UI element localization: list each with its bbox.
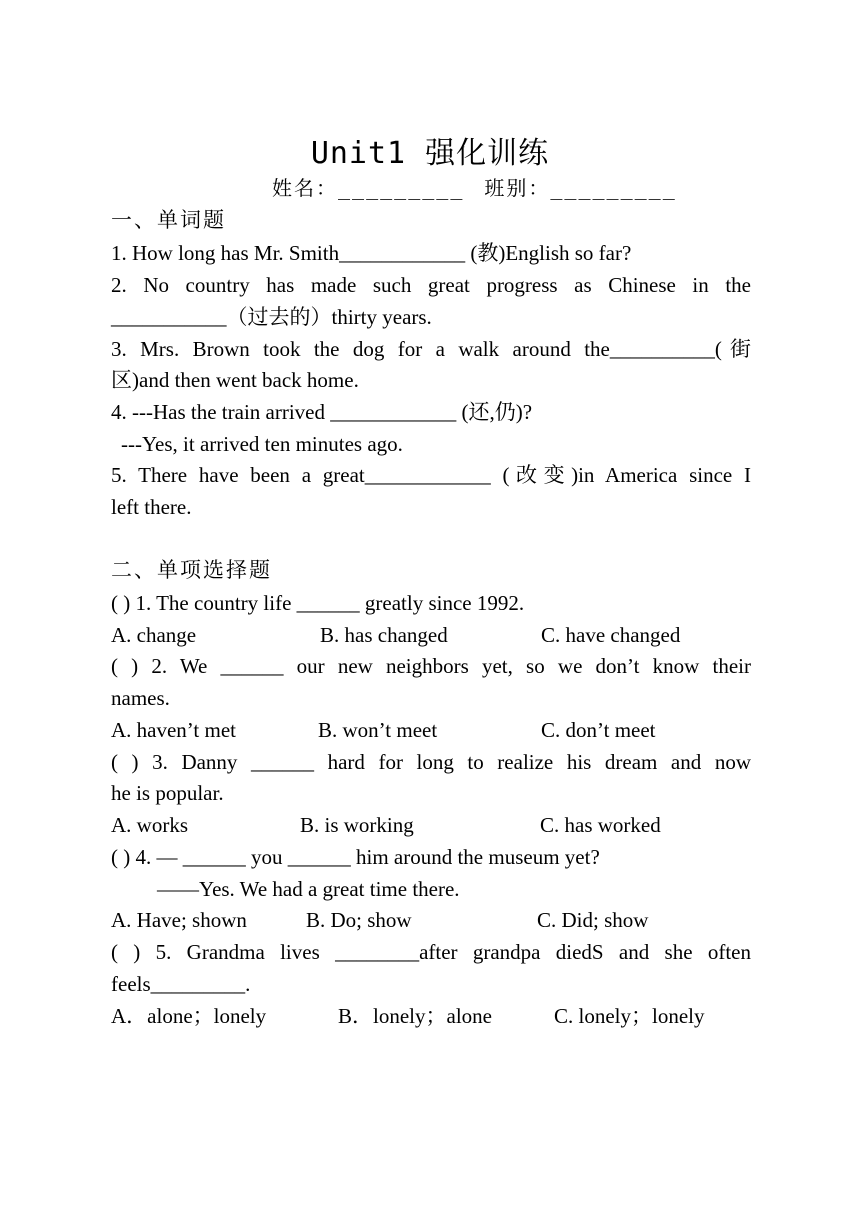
vocab-item-4-line-1: 4. ---Has the train arrived ____________ (还,仍)?: [111, 400, 533, 424]
name-field-label: 姓名：_________: [272, 176, 465, 200]
question-4-stem-line-1: ( ) 4. — ______ you ______ him around the museum yet?: [111, 845, 600, 869]
question-5-stem-line-1: ( ) 5. Grandma lives ________after grandpa diedS and she often: [111, 940, 751, 964]
question-2-option-a: A. haven’t met: [111, 718, 236, 742]
vocab-item-3-line-1: 3. Mrs. Brown took the dog for a walk around the__________(街: [111, 337, 751, 361]
question-1-stem: ( ) 1. The country life ______ greatly since 1992.: [111, 591, 525, 615]
question-2-stem-line-1: ( ) 2. We ______ our new neighbors yet, so we don’t know their: [111, 654, 751, 678]
vocab-item-1: 1. How long has Mr. Smith____________ (教)English so far?: [111, 241, 632, 265]
question-3-stem-line-1: ( ) 3. Danny ______ hard for long to realize his dream and now: [111, 750, 751, 774]
section-heading-vocabulary: 一、单词题: [111, 208, 226, 232]
question-1-option-a: A. change: [111, 623, 197, 647]
question-4-option-b: B. Do; show: [306, 908, 412, 932]
vocab-item-2-line-1: 2. No country has made such great progress as Chinese in the: [111, 273, 751, 297]
question-5-stem-line-2: feels_________.: [111, 972, 251, 996]
question-5-option-a: A．alone；lonely: [111, 1004, 267, 1028]
question-2-stem-line-2: names.: [111, 686, 170, 710]
vocab-item-2-line-2: ___________（过去的）thirty years.: [111, 305, 432, 329]
page-title: Unit1 强化训练: [310, 136, 550, 171]
question-4-stem-line-2: ——Yes. We had a great time there.: [157, 877, 460, 901]
question-5-option-b: B．lonely；alone: [338, 1004, 492, 1028]
question-3-option-c: C. has worked: [540, 813, 661, 837]
question-4-option-c: C. Did; show: [537, 908, 649, 932]
vocab-item-4-line-2: ---Yes, it arrived ten minutes ago.: [121, 432, 403, 456]
question-1-option-b: B. has changed: [320, 623, 448, 647]
question-5-option-c: C. lonely；lonely: [554, 1004, 705, 1028]
question-2-option-c: C. don’t meet: [541, 718, 656, 742]
vocab-item-5-line-1: 5. There have been a great____________ (改变)in America since I: [111, 463, 751, 487]
question-3-stem-line-2: he is popular.: [111, 781, 224, 805]
class-field-label: 班别：_________: [484, 176, 677, 200]
question-3-option-a: A. works: [111, 813, 188, 837]
section-heading-multiple-choice: 二、单项选择题: [111, 558, 272, 582]
vocab-item-3-line-2: 区)and then went back home.: [111, 368, 359, 392]
question-1-option-c: C. have changed: [541, 623, 681, 647]
question-2-option-b: B. won’t meet: [318, 718, 438, 742]
question-3-option-b: B. is working: [300, 813, 414, 837]
question-4-option-a: A. Have; shown: [111, 908, 247, 932]
vocab-item-5-line-2: left there.: [111, 495, 192, 519]
student-info-row: [272, 173, 677, 203]
